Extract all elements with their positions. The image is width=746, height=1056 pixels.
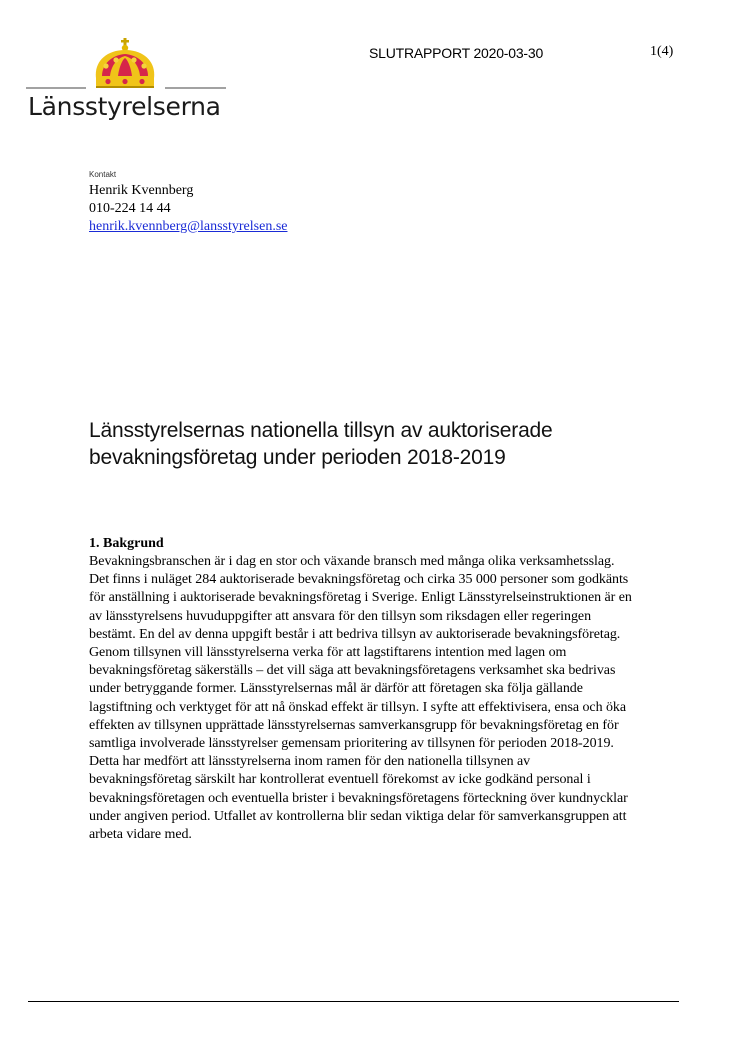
paragraph-line: Detta har medfört att länsstyrelserna inom ramen för den nationella tillsynen av [89,754,531,770]
contact-label: Kontakt [89,170,117,179]
contact-phone: 010-224 14 44 [89,201,171,216]
paragraph-line: arbeta vidare med. [89,827,192,843]
contact-email-link[interactable]: henrik.kvennberg@lansstyrelsen.se [89,219,288,234]
paragraph-line: effekten av tillsynen upprättade länsstyrelsernas samverkansgrupp för bevakningsföretag en för [89,717,619,733]
paragraph-line: under angiven period. Utfallet av kontrollerna blir sedan viktiga delar för samverkansgruppen att [89,808,627,824]
page-number: 1(4) [650,44,674,59]
crown-icon [24,36,234,96]
footer-divider [28,1001,679,1002]
paragraph-line: samtliga involverade länsstyrelser gemensam prioritering av tillsynen för perioden 2018-2019. [89,736,614,752]
contact-name: Henrik Kvennberg [89,183,194,198]
logo-wordmark: Länsstyrelserna [28,92,221,121]
paragraph-line: Det finns i nuläget 284 auktoriserade bevakningsföretag och cirka 35 000 personer som godkänts [89,572,629,588]
section-bakgrund [89,535,689,844]
paragraph-line: bevakningsföretag särskilt har kontrollerat eventuell förekomst av icke godkänd personal i [89,772,591,788]
section-heading: 1. Bakgrund [89,536,164,551]
contact-block [89,170,287,236]
paragraph-line: under betryggande former. Länsstyrelsernas mål är därför att företagen ska följa gällande [89,681,583,697]
paragraph-line: för anställning i auktoriserade bevakningsföretag i Sverige. Enligt Länsstyrelseinstruktionen är en [89,590,632,606]
paragraph-line: Genom tillsynen vill länsstyrelserna verka för att lagstiftarens intention med lagen om [89,645,567,661]
paragraph-line: Bevakningsbranschen är i dag en stor och växande bransch med många olika verksamhetsslag. [89,554,615,569]
paragraph-line: av länsstyrelsens huvuduppgifter att ansvara för den tillsyn som riksdagen eller regeringen [89,608,592,624]
report-title: SLUTRAPPORT 2020-03-30 [369,45,544,61]
paragraph-line: bevakningsföretag säkerställs – det vill säga att bevakningsföretagens verksamhet ska bedrivas [89,663,616,679]
paragraph-line: bevakningsföretagen och eventuella brister i bevakningsföretagens förteckning över kundnycklar [89,790,628,806]
lansstyrelserna-logo [24,36,234,126]
section-paragraph [89,553,689,844]
paragraph-line: bestämt. En del av denna uppgift består i att bedriva tillsyn av auktoriserade bevakningsföretag. [89,626,621,642]
document-title-line: Länsstyrelsernas nationella tillsyn av auktoriserade [89,419,553,442]
paragraph-line: lagstiftning och verktyget för att nå önskad effekt är tillsyn. I syfte att effektivisera, ensa och öka [89,699,627,715]
document-title [89,417,689,471]
document-title-line: bevakningsföretag under perioden 2018-2019 [89,446,506,469]
